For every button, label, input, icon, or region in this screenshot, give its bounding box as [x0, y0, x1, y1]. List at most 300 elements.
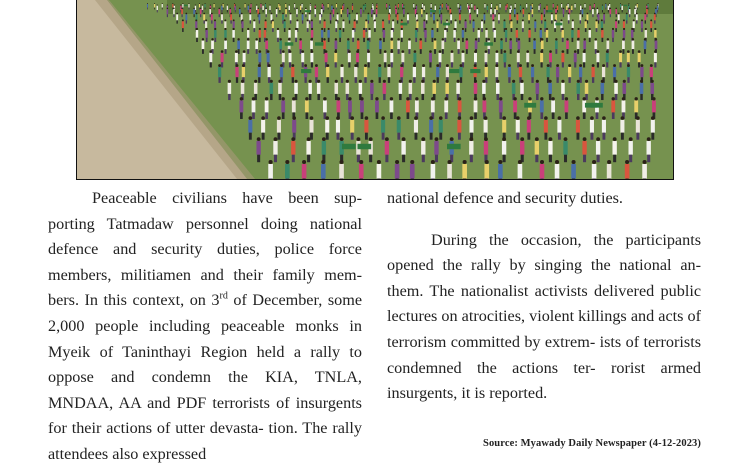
crowd-person-head	[372, 4, 373, 5]
crowd-person	[269, 6, 270, 10]
crowd-person-legs	[540, 179, 543, 180]
crowd-person	[239, 9, 241, 14]
crowd-person-legs	[445, 112, 448, 119]
crowd-person-legs	[571, 10, 572, 12]
crowd-person-legs	[360, 179, 363, 180]
crowd-person	[260, 4, 261, 8]
crowd-person-head	[280, 64, 283, 67]
crowd-person	[602, 120, 606, 133]
crowd-person	[199, 4, 200, 8]
crowd-person-head	[553, 3, 554, 4]
crowd-person-legs	[349, 20, 350, 23]
crowd-person-legs	[592, 77, 594, 83]
crowd-person-head	[376, 4, 377, 5]
crowd-person-legs	[562, 38, 564, 42]
crowd-person	[278, 83, 282, 94]
crowd-person-head	[458, 3, 459, 4]
crowd-person-legs	[583, 112, 586, 119]
crowd-person-legs	[365, 8, 366, 10]
crowd-person	[364, 67, 367, 77]
crowd-person	[363, 30, 365, 38]
crowd-person-head	[359, 160, 363, 164]
crowd-person-head	[613, 137, 617, 141]
crowd-person	[359, 164, 364, 179]
crowd-person-legs	[402, 8, 403, 10]
crowd-person	[423, 6, 424, 10]
crowd-person	[640, 67, 643, 77]
crowd-person	[395, 164, 400, 179]
crowd-person-legs	[575, 8, 576, 10]
crowd-person	[264, 30, 266, 38]
crowd-person	[431, 100, 435, 112]
crowd-person-head	[439, 50, 442, 53]
crowd-person-legs	[481, 28, 483, 32]
crowd-person-head	[388, 64, 391, 67]
crowd-person-legs	[371, 94, 373, 100]
crowd-person-head	[628, 4, 629, 5]
crowd-person-head	[528, 13, 530, 15]
crowd-person-head	[462, 50, 465, 53]
crowd-person-head	[557, 4, 558, 5]
crowd-person	[309, 14, 311, 20]
crowd-person-head	[601, 80, 604, 83]
crowd-person-head	[626, 13, 628, 15]
crowd-person-head	[439, 116, 443, 120]
green-banner	[443, 23, 450, 26]
crowd-person	[622, 41, 625, 50]
crowd-person	[245, 4, 246, 8]
crowd-person-head	[334, 50, 337, 53]
crowd-person	[237, 41, 240, 50]
crowd-person-head	[235, 4, 236, 5]
crowd-person-legs	[544, 133, 547, 140]
crowd-person	[553, 4, 554, 8]
crowd-person-legs	[640, 94, 642, 100]
crowd-person-legs	[577, 94, 579, 100]
crowd-person-head	[221, 13, 223, 15]
crowd-person-head	[420, 38, 422, 40]
crowd-person-legs	[389, 20, 390, 23]
crowd-person-head	[328, 28, 330, 30]
crowd-person	[440, 14, 442, 20]
crowd-person-head	[333, 8, 334, 9]
crowd-person	[211, 14, 213, 20]
crowd-person-legs	[227, 10, 228, 12]
crowd-person-legs	[574, 62, 576, 67]
crowd-person	[375, 100, 379, 112]
crowd-person-head	[577, 28, 579, 30]
crowd-person-head	[284, 19, 286, 21]
crowd-person	[657, 6, 658, 10]
crowd-person-legs	[396, 14, 397, 17]
crowd-person-legs	[439, 133, 442, 140]
crowd-person-head	[282, 97, 285, 100]
crowd-person-legs	[580, 10, 581, 12]
crowd-person-legs	[583, 62, 585, 67]
crowd-person	[583, 41, 586, 50]
crowd-person-head	[595, 38, 597, 40]
crowd-person-head	[585, 19, 587, 21]
crowd-person-legs	[310, 133, 313, 140]
crowd-person	[574, 53, 577, 62]
crowd-person-legs	[435, 155, 438, 163]
crowd-person	[456, 83, 460, 94]
crowd-person	[224, 30, 226, 38]
crowd-person-legs	[620, 8, 621, 10]
crowd-person-legs	[648, 8, 649, 10]
crowd-person-head	[560, 19, 562, 21]
crowd-person-head	[347, 8, 348, 9]
crowd-person-head	[274, 137, 278, 141]
crowd-person	[450, 14, 452, 20]
crowd-person-legs	[576, 133, 579, 140]
crowd-person-head	[585, 80, 588, 83]
crowd-person	[227, 6, 228, 10]
crowd-person-head	[388, 13, 390, 15]
crowd-person	[640, 83, 644, 94]
crowd-person	[280, 67, 283, 77]
crowd-person-head	[285, 3, 286, 4]
crowd-person-legs	[290, 20, 291, 23]
crowd-person-legs	[286, 179, 289, 180]
crowd-person-head	[457, 80, 460, 83]
crowd-person-head	[173, 8, 174, 9]
crowd-person	[328, 4, 329, 8]
crowd-person-legs	[516, 38, 518, 42]
crowd-person	[494, 30, 496, 38]
crowd-person-head	[612, 97, 615, 100]
crowd-person	[322, 4, 323, 8]
crowd-person	[162, 4, 163, 8]
crowd-person-head	[294, 3, 295, 4]
crowd-person	[242, 67, 245, 77]
crowd-person-head	[601, 28, 603, 30]
crowd-person-head	[568, 13, 570, 15]
text-line: During the occasion, the participants	[431, 230, 701, 249]
crowd-person-head	[237, 38, 239, 40]
crowd-person-legs	[202, 10, 203, 12]
crowd-person-head	[277, 28, 279, 30]
crowd-person	[323, 21, 325, 28]
crowd-person-legs	[488, 49, 490, 54]
crowd-person	[454, 21, 456, 28]
crowd-person-head	[605, 3, 606, 4]
crowd-person-head	[383, 80, 386, 83]
crowd-person-head	[544, 8, 545, 9]
crowd-person-head	[289, 4, 290, 5]
crowd-person-head	[475, 38, 477, 40]
crowd-person-head	[421, 137, 425, 141]
crowd-person-head	[250, 8, 251, 9]
crowd-person-head	[458, 97, 461, 100]
crowd-person-head	[426, 13, 428, 15]
crowd-person-head	[224, 28, 226, 30]
crowd-person	[607, 164, 612, 179]
crowd-person-head	[527, 116, 531, 120]
crowd-person-legs	[242, 28, 244, 32]
crowd-person-head	[357, 38, 359, 40]
crowd-person-legs	[466, 49, 468, 54]
crowd-person-head	[241, 80, 244, 83]
crowd-person-head	[579, 13, 581, 15]
crowd-person	[642, 164, 647, 179]
crowd-person-head	[413, 64, 416, 67]
crowd-person-legs	[484, 20, 485, 23]
crowd-person	[527, 120, 531, 133]
crowd-person	[335, 21, 337, 28]
crowd-person-legs	[305, 14, 306, 17]
crowd-person-head	[514, 8, 515, 9]
crowd-person-legs	[454, 38, 456, 42]
crowd-person	[487, 6, 488, 10]
crowd-person	[442, 4, 443, 8]
crowd-person-head	[465, 19, 467, 21]
crowd-person	[341, 9, 343, 14]
crowd-person-head	[652, 97, 655, 100]
crowd-person-head	[623, 80, 626, 83]
crowd-person-legs	[374, 28, 376, 32]
crowd-person	[577, 41, 580, 50]
crowd-person-head	[583, 137, 587, 141]
crowd-person-head	[391, 28, 393, 30]
crowd-person-head	[193, 8, 194, 9]
crowd-person-head	[544, 116, 548, 120]
crowd-person-head	[469, 13, 471, 15]
crowd-person	[321, 30, 323, 38]
crowd-person-head	[566, 4, 567, 5]
crowd-person-legs	[540, 8, 541, 10]
crowd-person-legs	[311, 62, 313, 67]
crowd-person-legs	[638, 62, 640, 67]
crowd-person	[387, 67, 390, 77]
crowd-person	[528, 14, 530, 20]
crowd-person-head	[315, 64, 318, 67]
article-right-column	[387, 186, 701, 407]
crowd-person	[585, 83, 589, 94]
crowd-person-head	[450, 13, 452, 15]
crowd-person	[561, 4, 562, 8]
green-banner	[357, 144, 371, 149]
crowd-person	[365, 21, 367, 28]
crowd-person-legs	[517, 62, 519, 67]
crowd-person-head	[371, 8, 372, 9]
crowd-person	[520, 83, 524, 94]
crowd-person-head	[609, 3, 610, 4]
crowd-person-legs	[650, 28, 652, 32]
crowd-person-legs	[361, 112, 364, 119]
crowd-person-legs	[442, 49, 444, 54]
crowd-person-head	[540, 3, 541, 4]
green-banner	[301, 69, 311, 73]
crowd-person-head	[188, 3, 189, 4]
crowd-person-head	[571, 28, 573, 30]
crowd-person-head	[369, 137, 373, 141]
crowd-person	[484, 141, 488, 155]
crowd-person-legs	[587, 20, 588, 23]
crowd-person	[626, 14, 628, 20]
crowd-person-legs	[398, 49, 400, 54]
crowd-person-head	[633, 19, 635, 21]
crowd-person	[435, 6, 436, 10]
crowd-person-head	[253, 19, 255, 21]
crowd-person	[310, 41, 313, 50]
crowd-person-head	[577, 38, 579, 40]
crowd-person-head	[363, 4, 364, 5]
crowd-person-head	[235, 50, 238, 53]
crowd-person	[469, 14, 471, 20]
text-line: ists of terrorists condemned the actions ter-	[387, 332, 702, 377]
crowd-person-legs	[561, 8, 562, 10]
crowd-person-legs	[532, 14, 533, 17]
crowd-person-head	[592, 8, 593, 9]
crowd-person-legs	[583, 155, 586, 163]
crowd-person-head	[478, 28, 480, 30]
crowd-person	[176, 14, 178, 20]
crowd-person	[296, 9, 298, 14]
crowd-person	[628, 141, 632, 155]
crowd-person-head	[299, 38, 301, 40]
crowd-person-legs	[568, 77, 570, 83]
crowd-person-head	[323, 4, 324, 5]
crowd-person-legs	[602, 133, 605, 140]
crowd-person	[203, 14, 205, 20]
crowd-person	[571, 6, 572, 10]
crowd-person	[625, 164, 630, 179]
crowd-person-head	[484, 137, 488, 141]
crowd-person	[205, 30, 207, 38]
crowd-person-legs	[270, 10, 271, 12]
crowd-person-head	[263, 4, 264, 5]
crowd-person-head	[485, 50, 488, 53]
crowd-person-legs	[339, 38, 341, 42]
crowd-person-legs	[531, 10, 532, 12]
crowd-person-head	[528, 97, 531, 100]
crowd-person-legs	[541, 62, 543, 67]
crowd-person	[429, 53, 432, 62]
crowd-person-head	[551, 97, 554, 100]
crowd-person	[472, 21, 474, 28]
crowd-person-head	[310, 3, 311, 4]
crowd-person-legs	[219, 14, 220, 17]
crowd-person-head	[330, 13, 332, 15]
crowd-person	[421, 141, 425, 155]
crowd-person	[585, 21, 587, 28]
crowd-person	[282, 53, 285, 62]
crowd-person	[544, 21, 546, 28]
crowd-person-legs	[474, 10, 475, 12]
crowd-person	[651, 120, 655, 133]
crowd-person-head	[285, 160, 289, 164]
crowd-person-head	[459, 13, 461, 15]
crowd-person-head	[455, 19, 457, 21]
crowd-person-legs	[534, 49, 536, 54]
crowd-person	[277, 30, 279, 38]
crowd-person-head	[474, 80, 477, 83]
crowd-person-head	[587, 13, 589, 15]
crowd-person	[154, 4, 155, 8]
crowd-person-head	[245, 3, 246, 4]
crowd-person-legs	[326, 133, 329, 140]
crowd-person	[586, 14, 588, 20]
crowd-person	[360, 9, 362, 14]
crowd-person-head	[602, 4, 603, 5]
crowd-person-head	[335, 38, 337, 40]
crowd-person-head	[342, 19, 344, 21]
crowd-person-legs	[268, 77, 270, 83]
crowd-person	[629, 9, 631, 14]
crowd-person	[436, 67, 439, 77]
crowd-person-head	[597, 50, 600, 53]
crowd-person-head	[269, 160, 273, 164]
crowd-person-head	[272, 19, 274, 21]
crowd-person-legs	[346, 94, 348, 100]
text-line: members, militiamen and their family mem-	[48, 265, 362, 284]
crowd-person-legs	[637, 8, 638, 10]
crowd-person	[272, 21, 274, 28]
crowd-person-legs	[602, 10, 603, 12]
crowd-person	[510, 21, 512, 28]
crowd-person-legs	[233, 38, 235, 42]
crowd-person-head	[618, 13, 620, 15]
crowd-person-legs	[352, 38, 354, 42]
crowd-person-legs	[636, 133, 639, 140]
crowd-person	[608, 6, 609, 10]
crowd-person	[349, 14, 351, 20]
crowd-person-legs	[279, 94, 281, 100]
crowd-person-head	[584, 38, 586, 40]
crowd-person-head	[534, 19, 536, 21]
crowd-person-head	[265, 19, 267, 21]
crowd-person-legs	[433, 20, 434, 23]
crowd-person-legs	[424, 10, 425, 12]
crowd-person	[541, 41, 544, 50]
crowd-person-head	[594, 3, 595, 4]
crowd-person	[592, 9, 594, 14]
crowd-person-legs	[309, 94, 311, 100]
crowd-person-legs	[366, 28, 368, 32]
crowd-person-legs	[506, 10, 507, 12]
rally-photo	[76, 0, 674, 180]
crowd-person-head	[205, 3, 206, 4]
crowd-person-legs	[501, 49, 503, 54]
crowd-person-legs	[388, 77, 390, 83]
crowd-person-head	[518, 38, 520, 40]
crowd-person	[381, 120, 385, 133]
crowd-person	[390, 41, 393, 50]
crowd-person	[574, 4, 575, 8]
crowd-person	[363, 6, 364, 10]
crowd-person-head	[282, 13, 284, 15]
crowd-person-head	[223, 3, 224, 4]
crowd-person-head	[446, 80, 449, 83]
crowd-person	[346, 83, 350, 94]
crowd-person-legs	[221, 62, 223, 67]
crowd-person-legs	[398, 8, 399, 10]
crowd-person-head	[326, 64, 329, 67]
crowd-person-head	[311, 19, 313, 21]
crowd-person-head	[641, 19, 643, 21]
crowd-person-head	[484, 3, 485, 4]
crowd-person	[409, 83, 413, 94]
crowd-person-head	[234, 3, 235, 4]
crowd-person	[644, 14, 646, 20]
crowd-person-legs	[474, 112, 477, 119]
crowd-person-head	[291, 64, 294, 67]
crowd-person-head	[481, 19, 483, 21]
crowd-person	[326, 67, 329, 77]
crowd-person-head	[571, 4, 572, 5]
crowd-person	[367, 53, 370, 62]
